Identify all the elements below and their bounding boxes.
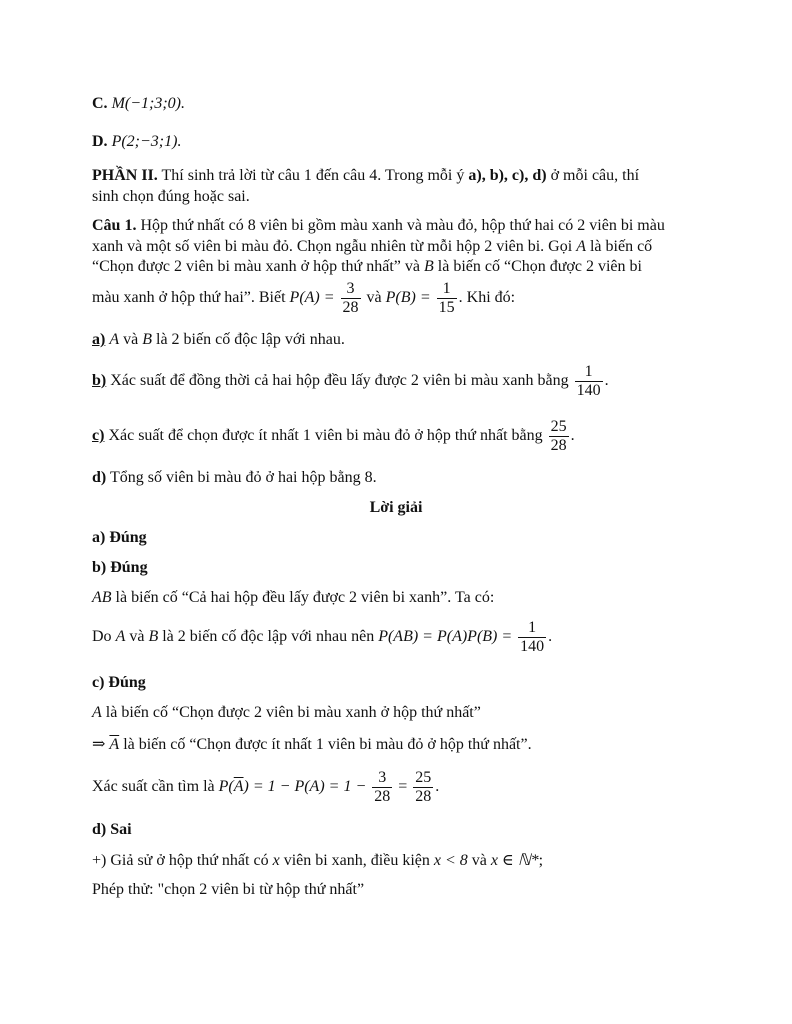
solution-c-line1: A là biến cố “Chọn được 2 viên bi màu xanh ở hộp thứ nhất” xyxy=(92,704,481,721)
solution-a: a) Đúng xyxy=(92,529,147,546)
q1-line3: “Chọn được 2 viên bi màu xanh ở hộp thứ nhất” và B là biến cố “Chọn được 2 viên bi xyxy=(92,258,642,275)
solution-c-line3: Xác suất cần tìm là $P(\overline{A}) = 1 - P(A) = 1$ − $\frac{3}{28}$ = $\frac{25}{28}$ . xyxy=(92,768,440,805)
item-a: a) A và B là 2 biến cố độc lập với nhau. xyxy=(92,331,345,348)
solution-b-line2: Do A và B là 2 biến cố độc lập với nhau nên P(AB) = P(A)P(B) = $\frac{1}{140}$ . xyxy=(92,618,553,655)
solution-d: d) Sai xyxy=(92,821,132,838)
q1-line1: Câu 1. Hộp thứ nhất có 8 viên bi gồm màu xanh và màu đỏ, hộp thứ hai có 2 viên bi màu xyxy=(92,217,665,234)
solution-d-line1: +) Giả sử ở hộp thứ nhất có x viên bi xanh, điều kiện x < 8 và x ∈ ℕ*; xyxy=(92,852,544,869)
part2-line1: PHẦN II. Thí sinh trả lời từ câu 1 đến câu 4. Trong mỗi ý a), b), c), d) ở mỗi câu, thí xyxy=(92,167,640,184)
part2-line2: sinh chọn đúng hoặc sai. xyxy=(92,188,250,205)
q1-line4: màu xanh ở hộp thứ hai”. Biết P(A) = $\frac{3}{28}$ và P(B) = $\frac{1}{15}$ . Khi đó: xyxy=(92,279,516,316)
solution-d-line2: Phép thử: "chọn 2 viên bi từ hộp thứ nhất” xyxy=(92,881,365,898)
fraction-c: $\frac{25}{28}$ xyxy=(550,417,567,454)
option-d: D. P(2;−3;1). xyxy=(92,133,182,150)
fraction-25-28: $\frac{25}{28}$ xyxy=(415,768,432,805)
item-c: c) Xác suất để chọn được ít nhất 1 viên bi màu đỏ ở hộp thứ nhất bằng $\frac{25}{28}$ . xyxy=(92,417,575,454)
fraction-pb: $\frac{1}{15}$ xyxy=(438,279,455,316)
solution-c: c) Đúng xyxy=(92,674,146,691)
solution-b: b) Đúng xyxy=(92,559,148,576)
option-c: C. M(−1;3;0). xyxy=(92,95,185,112)
fraction-pa: $\frac{3}{28}$ xyxy=(342,279,359,316)
q1-line2: xanh và một số viên bi màu đỏ. Chọn ngẫu nhiên từ mỗi hộp 2 viên bi. Gọi A là biến cố xyxy=(92,238,653,255)
solution-c-line2: ⇒ $\overline{A}$ là biến cố “Chọn được ít nhất 1 viên bi màu đỏ ở hộp thứ nhất”. xyxy=(92,736,532,753)
fraction-b: $\frac{1}{140}$ xyxy=(576,362,601,399)
fraction-pab: $\frac{1}{140}$ xyxy=(520,618,545,655)
solution-b-line1: AB là biến cố “Cả hai hộp đều lấy được 2 viên bi xanh”. Ta có: xyxy=(92,589,495,606)
fraction-3-28: $\frac{3}{28}$ xyxy=(374,768,391,805)
item-b: b) Xác suất để đồng thời cả hai hộp đều lấy được 2 viên bi màu xanh bằng $\frac{1}{140}$ . xyxy=(92,362,609,399)
solution-title: Lời giải xyxy=(369,499,423,516)
item-d: d) Tổng số viên bi màu đỏ ở hai hộp bằng 8. xyxy=(92,469,377,486)
